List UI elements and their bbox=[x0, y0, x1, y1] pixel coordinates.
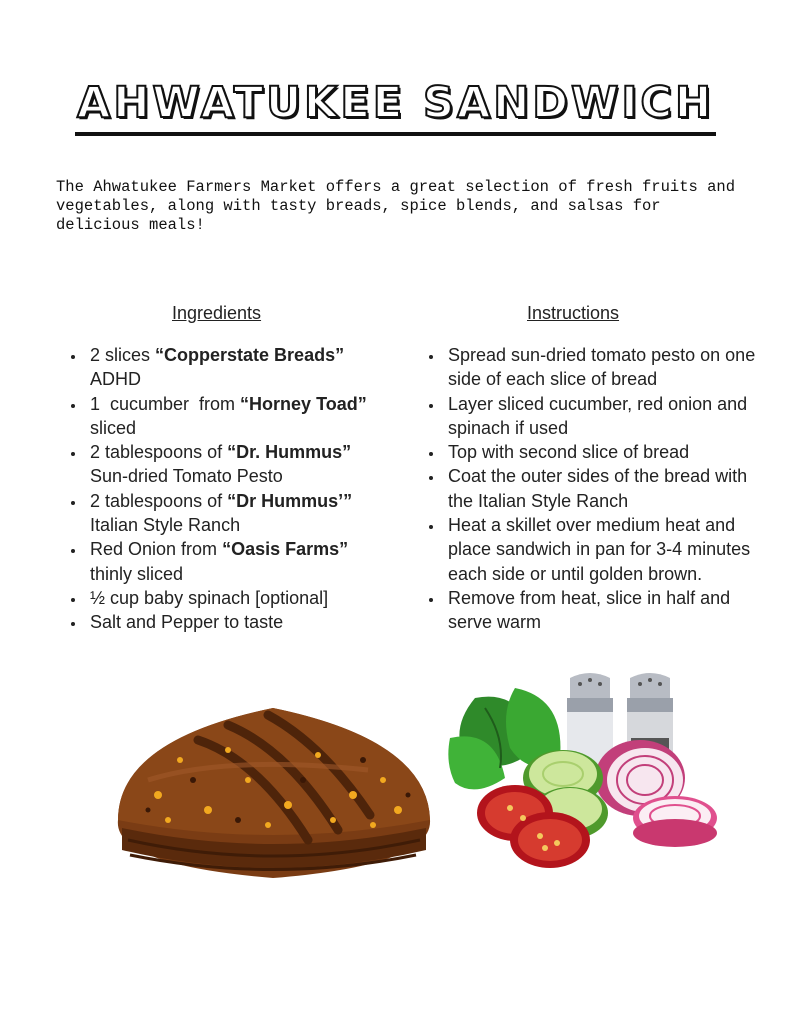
intro-text: The Ahwatukee Farmers Market offers a great selection of fresh fruits and vegetables, along with tasty breads, spice blends, and salsas for delicious meals! bbox=[56, 178, 736, 234]
instruction-step: • Remove from heat, slice in half and serve warm bbox=[444, 586, 774, 635]
page-title: AHWATUKEE SANDWICH bbox=[75, 78, 716, 136]
instruction-step: • Coat the outer sides of the bread with the Italian Style Ranch bbox=[444, 464, 774, 513]
instruction-step: • Heat a skillet over medium heat and place sandwich in pan for 3-4 minutes each side or until golden brown. bbox=[444, 513, 774, 586]
ingredient-item: • 2 tablespoons of “Dr. Hummus” Sun-dried Tomato Pesto bbox=[86, 440, 404, 489]
ingredient-item: • 2 slices “Copperstate Breads” ADHD bbox=[86, 343, 404, 392]
instruction-step: • Layer sliced cucumber, red onion and spinach if used bbox=[444, 392, 774, 441]
ingredient-item: • ½ cup baby spinach [optional] bbox=[86, 586, 404, 610]
instruction-step: • Spread sun-dried tomato pesto on one side of each slice of bread bbox=[444, 343, 774, 392]
vegetables-illustration bbox=[445, 668, 725, 878]
title-wrap bbox=[0, 78, 791, 136]
instruction-step: • Top with second slice of bread bbox=[444, 440, 774, 464]
ingredient-item: • 1 cucumber from “Horney Toad” sliced bbox=[86, 392, 404, 441]
instructions-list bbox=[420, 343, 774, 635]
instructions-heading: Instructions bbox=[527, 303, 620, 323]
ingredients-list bbox=[62, 343, 404, 635]
bread-illustration bbox=[108, 700, 438, 890]
ingredients-heading: Ingredients bbox=[172, 303, 262, 323]
ingredient-item: • Salt and Pepper to taste bbox=[86, 610, 404, 634]
ingredient-item: • 2 tablespoons of “Dr Hummus’” Italian Style Ranch bbox=[86, 489, 404, 538]
ingredient-item: • Red Onion from “Oasis Farms” thinly sliced bbox=[86, 537, 404, 586]
